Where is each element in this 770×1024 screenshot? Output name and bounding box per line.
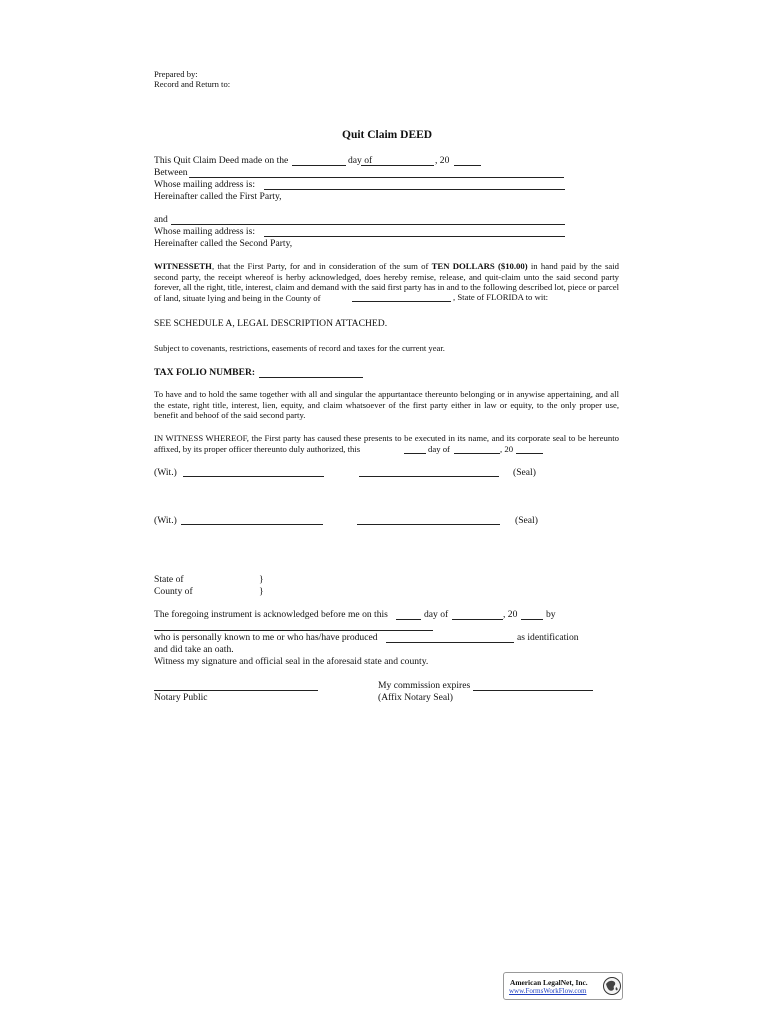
consideration-amount: TEN DOLLARS ($10.00) xyxy=(431,261,528,271)
personally-known-label: who is personally known to me or who has/have produced xyxy=(154,632,378,643)
company-logo xyxy=(503,972,623,1000)
deed-year-blank[interactable] xyxy=(454,165,481,166)
second-party-name-blank[interactable] xyxy=(171,224,565,225)
witnesseth-text-2: in hand paid by the said second party, the receipt whereof is herby acknowledged, does hereby remise, release, and quit-claim unto the said second party forever, all the right, title, interest, claim and demand with the said first party has in and to the following described lot, piece or parcel of land, situate lying and being in the County of xyxy=(154,261,620,303)
company-name: American LegalNet, Inc. xyxy=(510,978,588,987)
deed-made-label: This Quit Claim Deed made on the xyxy=(154,155,289,166)
second-party-address-blank[interactable] xyxy=(264,236,565,237)
in-witness-text: the First party has caused these presents to be executed in its name, and its corporate seal to be hereunto affixed, by its proper officer thereunto duly authorized, this xyxy=(154,433,619,454)
affix-seal-label: (Affix Notary Seal) xyxy=(378,692,453,703)
witnesseth-text-1: , that the First Party, for and in consideration of the sum of xyxy=(211,261,432,271)
witness-signature-line-1[interactable] xyxy=(183,476,324,477)
person-name-blank[interactable] xyxy=(154,630,433,631)
first-party-address-blank[interactable] xyxy=(264,189,565,190)
oath-label: and did take an oath. xyxy=(154,644,234,655)
witness-month-blank[interactable] xyxy=(454,453,500,454)
grantor-signature-line-2[interactable] xyxy=(357,524,500,525)
between-label: Between xyxy=(154,167,188,178)
witness-label-2: (Wit.) xyxy=(154,515,177,526)
tax-folio-label: TAX FOLIO NUMBER: xyxy=(154,367,256,378)
commission-expires-label: My commission expires xyxy=(378,680,471,691)
commission-date-blank[interactable] xyxy=(473,690,593,691)
witness-signature-line-2[interactable] xyxy=(181,524,323,525)
grantor-signature-line-1[interactable] xyxy=(359,476,499,477)
second-party-label: Hereinafter called the Second Party, xyxy=(154,238,293,249)
schedule-a-text: SEE SCHEDULE A, LEGAL DESCRIPTION ATTACHED. xyxy=(154,318,388,329)
witnesseth-label: WITNESSETH xyxy=(154,261,212,271)
witness-day-of-label: day of xyxy=(428,444,450,454)
notary-signature-line[interactable] xyxy=(154,690,318,691)
ack-month-blank[interactable] xyxy=(452,619,503,620)
globe-icon xyxy=(602,976,622,996)
witness-label-1: (Wit.) xyxy=(154,467,177,478)
state-of-label: State of xyxy=(154,574,184,585)
tax-folio-blank[interactable] xyxy=(259,377,363,378)
witness-signature-statement: Witness my signature and official seal in the aforesaid state and county. xyxy=(154,656,429,667)
ack-by-label: by xyxy=(546,609,556,620)
seal-label-2: (Seal) xyxy=(515,515,538,526)
as-identification-label: as identification xyxy=(517,632,579,643)
state-florida-text: , State of FLORIDA to wit: xyxy=(453,292,549,302)
witness-day-blank[interactable] xyxy=(404,453,426,454)
ack-day-blank[interactable] xyxy=(396,619,421,620)
witness-year-blank[interactable] xyxy=(516,453,543,454)
first-party-name-blank[interactable] xyxy=(189,177,564,178)
document-title: Quit Claim DEED xyxy=(342,129,433,141)
witness-year-label: , 20 xyxy=(500,444,514,454)
county-blank[interactable] xyxy=(352,301,451,302)
deed-month-blank[interactable] xyxy=(361,165,434,166)
notary-public-label: Notary Public xyxy=(154,692,208,703)
record-return-label: Record and Return to: xyxy=(154,79,231,89)
witnesseth-paragraph xyxy=(154,261,619,303)
acknowledged-label: The foregoing instrument is acknowledged before me on this xyxy=(154,609,388,620)
mailing-address-label-2: Whose mailing address is: xyxy=(154,226,255,237)
first-party-label: Hereinafter called the First Party, xyxy=(154,191,282,202)
subject-to-text: Subject to covenants, restrictions, easements of record and taxes for the current year. xyxy=(154,343,445,353)
company-url-link[interactable]: www.FormsWorkFlow.com xyxy=(509,987,587,995)
and-label: and xyxy=(154,214,168,225)
county-of-label: County of xyxy=(154,586,193,597)
in-witness-label: IN WITNESS WHEREOF, xyxy=(154,433,249,443)
mailing-address-label-1: Whose mailing address is: xyxy=(154,179,255,190)
county-brace: } xyxy=(259,586,264,597)
state-brace: } xyxy=(259,574,264,585)
habendum-paragraph: To have and to hold the same together with all and singular the appurtantace thereunto belonging or in anywise appertaining, and all the estate, right title, interest, lien, equity, and claim whatsoever of the first party either in law or equity, to the only proper use, benefit and behoof of the said second party. xyxy=(154,389,619,421)
identification-blank[interactable] xyxy=(386,642,514,643)
deed-day-blank[interactable] xyxy=(292,165,346,166)
prepared-by-label: Prepared by: xyxy=(154,69,198,79)
seal-label-1: (Seal) xyxy=(513,467,536,478)
in-witness-paragraph xyxy=(154,433,619,454)
ack-year-blank[interactable] xyxy=(521,619,543,620)
ack-day-of-label: day of xyxy=(424,609,449,620)
deed-year-label: , 20 xyxy=(435,155,450,166)
deed-day-of-label: day of xyxy=(348,155,373,166)
ack-year-label: , 20 xyxy=(503,609,518,620)
